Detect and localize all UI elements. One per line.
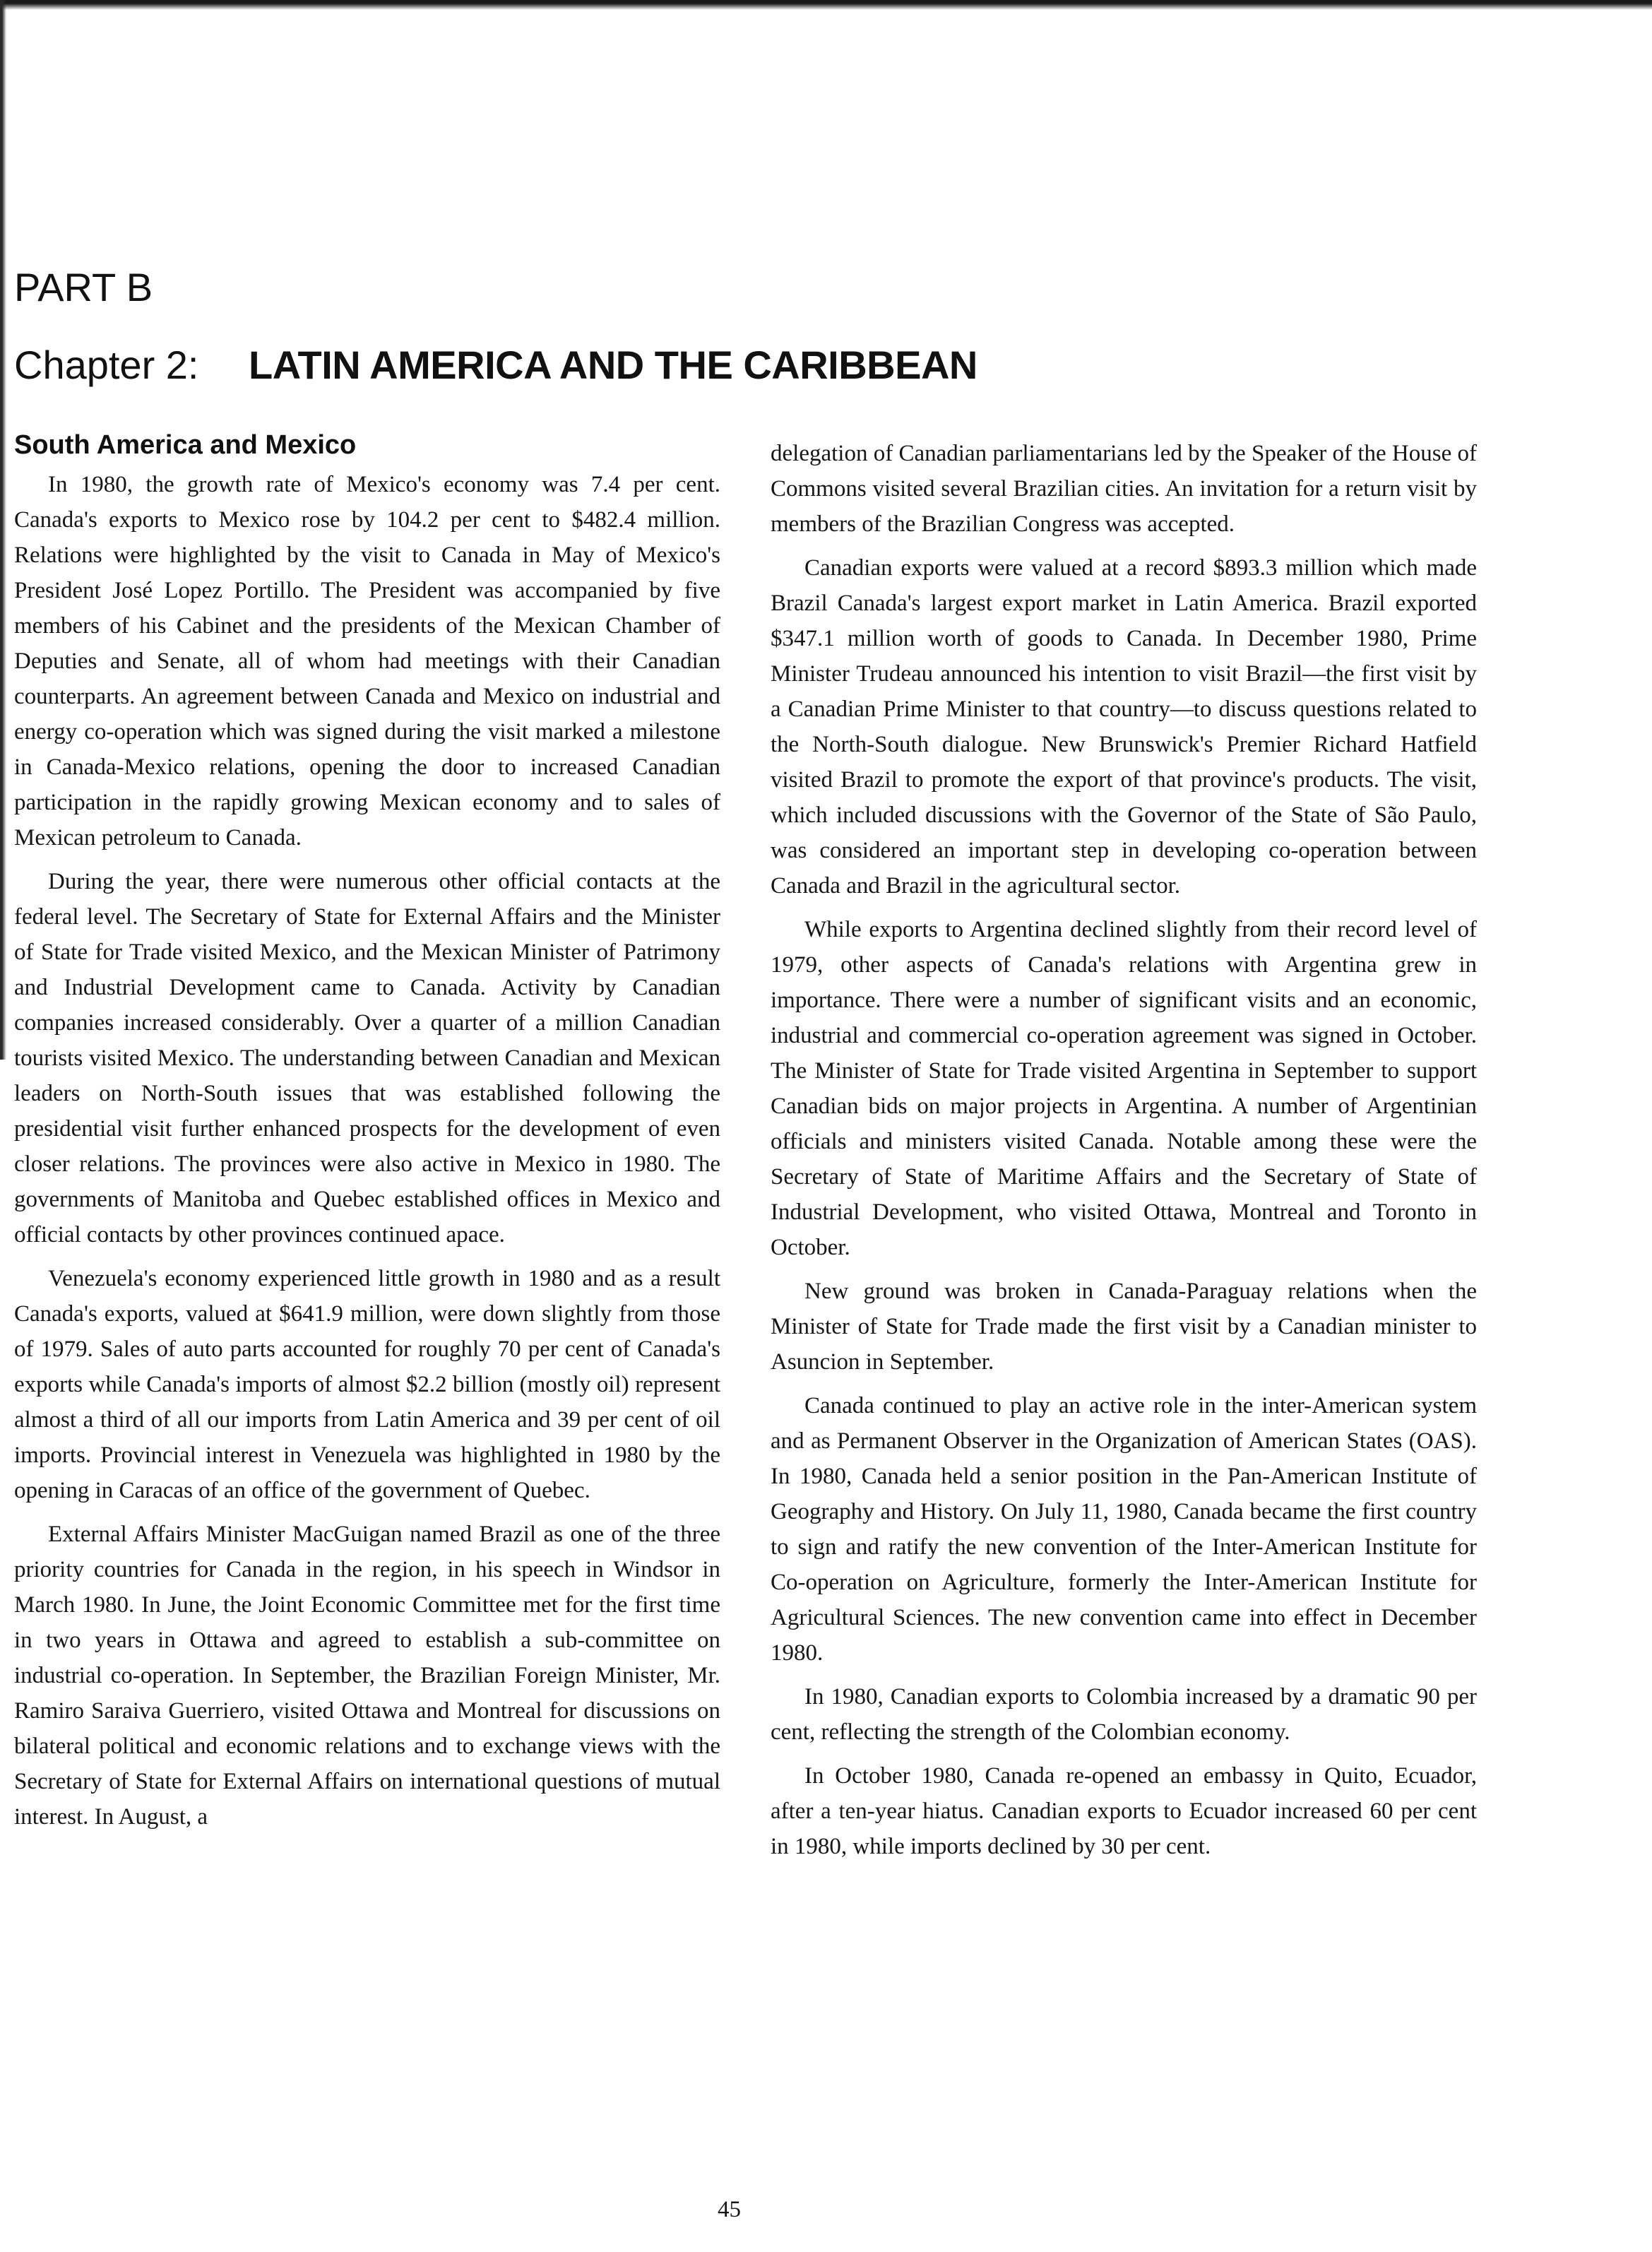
paragraph-venezuela: Venezuela's economy experienced little growth in 1980 and as a result Canada's exports, valued at $641.9 million, were down slightly from those of 1979. Sales of auto parts accounted for roughly 70 per cent of Canada's exports while Canada's imports of almost $2.2 billion (mostly oil) represent almost a third of all our imports from Latin America and 39 per cent of oil imports. Provincial interest in Venezuela was highlighted in 1980 by the opening in Caracas of an office of the government of Quebec. <box>14 1266 720 1503</box>
paragraph-brazil-priority: External Affairs Minister MacGuigan named Brazil as one of the three priority countries for Canada in the region, in his speech in Windsor in March 1980. In June, the Joint Economic Committee met for the first time in two years in Ottawa and agreed to establish a sub-committee on industrial co-operation. In September, the Brazilian Foreign Minister, Mr. Ramiro Saraiva Guerriero, visited Ottawa and Montreal for discussions on bilateral political and economic relations and to exchange views with the Secretary of State for External Affairs on international questions of mutual interest. In August, a <box>14 1522 720 1830</box>
paragraph-ecuador: In October 1980, Canada re-opened an embassy in Quito, Ecuador, after a ten-year hiatus. Canadian exports to Ecuador increased 60 per cent in 1980, while imports declined by 30 per cent. <box>771 1763 1477 1859</box>
scan-edge-top <box>0 0 1652 10</box>
right-column <box>771 436 1477 2145</box>
left-column <box>14 427 720 2137</box>
chapter-title: LATIN AMERICA AND THE CARIBBEAN <box>249 343 977 387</box>
paragraph-paraguay: New ground was broken in Canada-Paraguay relations when the Minister of State for Trade made the first visit by a Canadian minister to Asuncion in September. <box>771 1279 1477 1375</box>
chapter-heading <box>14 340 977 390</box>
paragraph-mexico-economy: In 1980, the growth rate of Mexico's economy was 7.4 per cent. Canada's exports to Mexico rose by 104.2 per cent to $482.4 million. Relations were highlighted by the visit to Canada in May of Mexico's President José Lopez Portillo. The President was accompanied by five members of his Cabinet and the presidents of the Mexican Chamber of Deputies and Senate, all of whom had meetings with their Canadian counterparts. An agreement between Canada and Mexico on industrial and energy co-operation which was signed during the visit marked a milestone in Canada-Mexico relations, opening the door to increased Canadian participation in the rapidly growing Mexican economy and to sales of Mexican petroleum to Canada. <box>14 472 720 851</box>
page-number: 45 <box>718 2197 741 2222</box>
chapter-number: Chapter 2: <box>14 343 199 387</box>
paragraph-colombia: In 1980, Canadian exports to Colombia increased by a dramatic 90 per cent, reflecting the strength of the Colombian economy. <box>771 1684 1477 1745</box>
paragraph-argentina: While exports to Argentina declined slightly from their record level of 1979, other aspects of Canada's relations with Argentina grew in importance. There were a number of significant visits and an economic, industrial and commercial co-operation agreement was signed in October. The Minister of State for Trade visited Argentina in September to support Canadian bids on major projects in Argentina. A number of Argentinian officials and ministers visited Canada. Notable among these were the Secretary of State of Maritime Affairs and the Secretary of State of Industrial Development, who visited Ottawa, Montreal and Toronto in October. <box>771 917 1477 1260</box>
paragraph-brazil-exports: Canadian exports were valued at a record $893.3 million which made Brazil Canada's largest export market in Latin America. Brazil exported $347.1 million worth of goods to Canada. In December 1980, Prime Minister Trudeau announced his intention to visit Brazil—the first visit by a Canadian Prime Minister to that country—to discuss questions related to the North-South dialogue. New Brunswick's Premier Richard Hatfield visited Brazil to promote the export of that province's products. The visit, which included discussions with the Governor of the State of São Paulo, was considered an important step in developing co-operation between Canada and Brazil in the agricultural sector. <box>771 555 1477 899</box>
scan-edge-left <box>0 0 6 1060</box>
paragraph-inter-american: Canada continued to play an active role in the inter-American system and as Permanent Observer in the Organization of American States (OAS). In 1980, Canada held a senior position in the Pan-American Institute of Geography and History. On July 11, 1980, Canada became the first country to sign and ratify the new convention of the Inter-American Institute for Co-operation on Agriculture, formerly the Inter-American Institute for Agricultural Sciences. The new convention came into effect in December 1980. <box>771 1393 1477 1666</box>
section-heading: South America and Mexico <box>14 430 357 460</box>
paragraph-continuation: delegation of Canadian parliamentarians led by the Speaker of the House of Commons visited several Brazilian cities. An invitation for a return visit by members of the Brazilian Congress was accepted. <box>771 441 1477 537</box>
part-label: PART B <box>14 265 153 309</box>
paragraph-official-contacts: During the year, there were numerous other official contacts at the federal level. The Secretary of State for External Affairs and the Minister of State for Trade visited Mexico, and the Mexican Minister of Patrimony and Industrial Development came to Canada. Activity by Canadian companies increased considerably. Over a quarter of a million Canadian tourists visited Mexico. The understanding between Canadian and Mexican leaders on North-South issues that was established following the presidential visit further enhanced prospects for the development of even closer relations. The provinces were also active in Mexico in 1980. The governments of Manitoba and Quebec established offices in Mexico and official contacts by other provinces continued apace. <box>14 869 720 1248</box>
